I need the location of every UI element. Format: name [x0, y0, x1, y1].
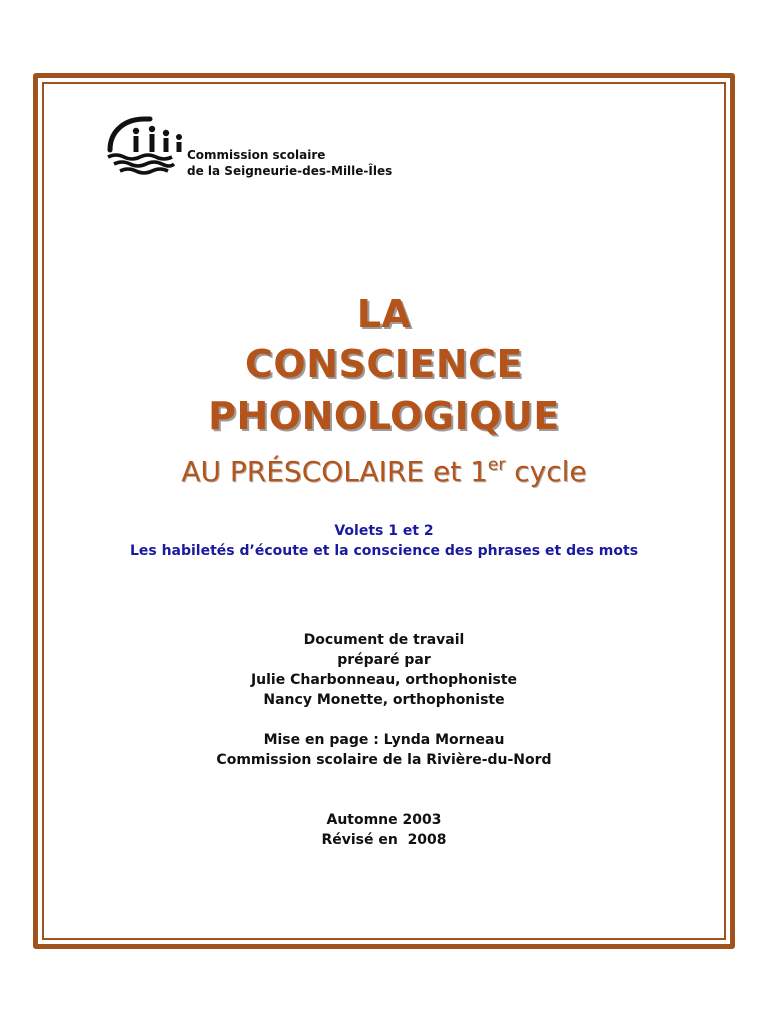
- title-line-1: LA: [356, 292, 412, 336]
- logo-text: [187, 147, 392, 179]
- author-1: Julie Charbonneau, orthophoniste: [250, 672, 518, 688]
- subtitle: [0, 455, 768, 488]
- title-line-2: CONSCIENCE: [245, 342, 523, 386]
- subtitle-main: AU PRÉSCOLAIRE et 1: [181, 455, 488, 488]
- school-board-logo: [106, 115, 406, 185]
- organization: Commission scolaire de la Rivière-du-Nord: [216, 752, 552, 768]
- document-type: Document de travail: [303, 632, 465, 648]
- volets-description: Les habiletés d’écoute et la conscience des phrases et des mots: [129, 543, 639, 559]
- volets-heading: Volets 1 et 2: [334, 523, 434, 539]
- logo-line-2: de la Seigneurie-des-Mille-Îles: [187, 164, 393, 178]
- layout-credit: Mise en page : Lynda Morneau: [263, 732, 505, 748]
- date-season: Automne 2003: [326, 812, 442, 828]
- subtitle-superscript: er: [487, 455, 506, 475]
- prepared-by: préparé par: [337, 652, 431, 668]
- title-line-3: PHONOLOGIQUE: [208, 394, 560, 438]
- date-revised: Révisé en 2008: [321, 832, 447, 848]
- logo-emblem-icon: [106, 115, 186, 185]
- logo-line-1: Commission scolaire: [187, 148, 326, 162]
- subtitle-end: cycle: [505, 455, 587, 488]
- author-2: Nancy Monette, orthophoniste: [263, 692, 505, 708]
